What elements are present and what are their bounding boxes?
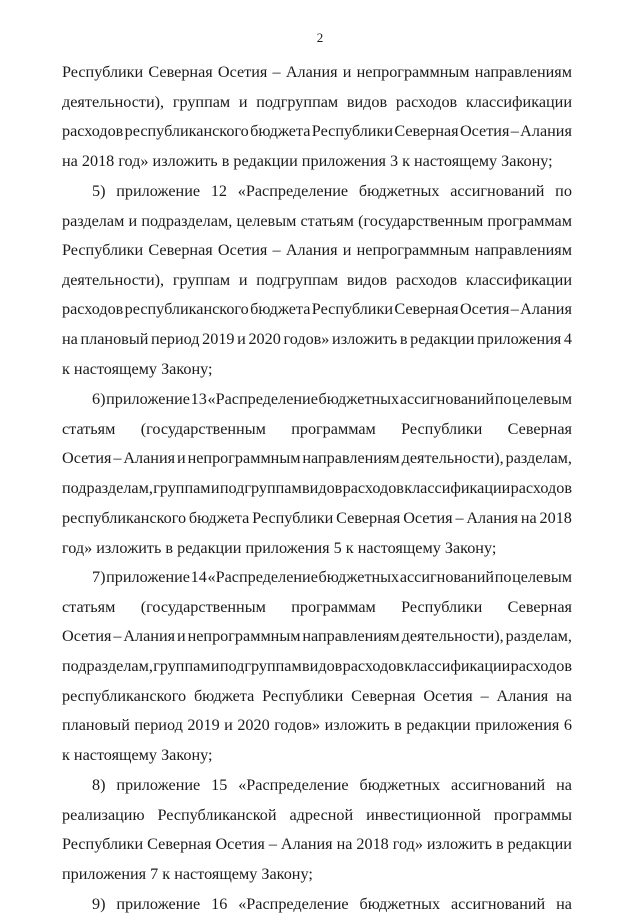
text-line: разделам и подразделам, целевым статьям (государственным программам [62, 212, 572, 230]
text-line: реализацию Республиканской адресной инвестиционной программы [62, 806, 572, 824]
text-line: год» изложить в редакции приложения 5 к настоящему Закону; [62, 539, 497, 557]
text-line: 9) приложение 16 «Распределение бюджетных ассигнований на [92, 895, 572, 913]
text-line: Республики Северная Осетия – Алания на 2018 год» изложить в редакции [62, 835, 572, 853]
text-line: на 2018 год» изложить в редакции приложения 3 к настоящему Закону; [62, 152, 553, 170]
text-line: 8) приложение 15 «Распределение бюджетных ассигнований на [92, 776, 572, 794]
text-line: статьям (государственным программам Республики Северная [62, 420, 572, 438]
text-line: приложения 7 к настоящему Закону; [62, 865, 313, 883]
text-line: на плановый период 2019 и 2020 годов» изложить в редакции приложения 4 [62, 330, 572, 348]
text-line: расходов республиканского бюджета Республики Северная Осетия – Алания [62, 122, 572, 140]
text-line: республиканского бюджета Республики Северная Осетия – Алания на 2018 [62, 509, 572, 527]
text-line: Осетия – Алания и непрограммным направлениям деятельности), разделам, [62, 627, 572, 645]
text-line: подразделам, группам и подгруппам видов расходов классификации расходов [62, 479, 572, 497]
text-line: плановый период 2019 и 2020 годов» изложить в редакции приложения 6 [62, 716, 572, 734]
page-number: 2 [316, 30, 324, 45]
text-line: республиканского бюджета Республики Северная Осетия – Алания на [62, 687, 572, 705]
text-line: деятельности), группам и подгруппам видов расходов классификации [62, 271, 572, 289]
text-line: 7) приложение 14 «Распределение бюджетных ассигнований по целевым [92, 568, 572, 586]
text-line: 6) приложение 13 «Распределение бюджетных ассигнований по целевым [92, 390, 572, 408]
text-line: статьям (государственным программам Республики Северная [62, 598, 572, 616]
text-line: деятельности), группам и подгруппам видов расходов классификации [62, 93, 572, 111]
text-line: подразделам, группам и подгруппам видов расходов классификации расходов [62, 657, 572, 675]
text-line: расходов республиканского бюджета Республики Северная Осетия – Алания [62, 300, 572, 318]
text-line: к настоящему Закону; [62, 360, 213, 378]
text-line: Осетия – Алания и непрограммным направлениям деятельности), разделам, [62, 449, 572, 467]
text-line: к настоящему Закону; [62, 746, 213, 764]
text-line: Республики Северная Осетия – Алания и непрограммным направлениям [62, 241, 572, 259]
text-line: 5) приложение 12 «Распределение бюджетных ассигнований по [92, 182, 572, 200]
text-line: Республики Северная Осетия – Алания и непрограммным направлениям [62, 63, 572, 81]
